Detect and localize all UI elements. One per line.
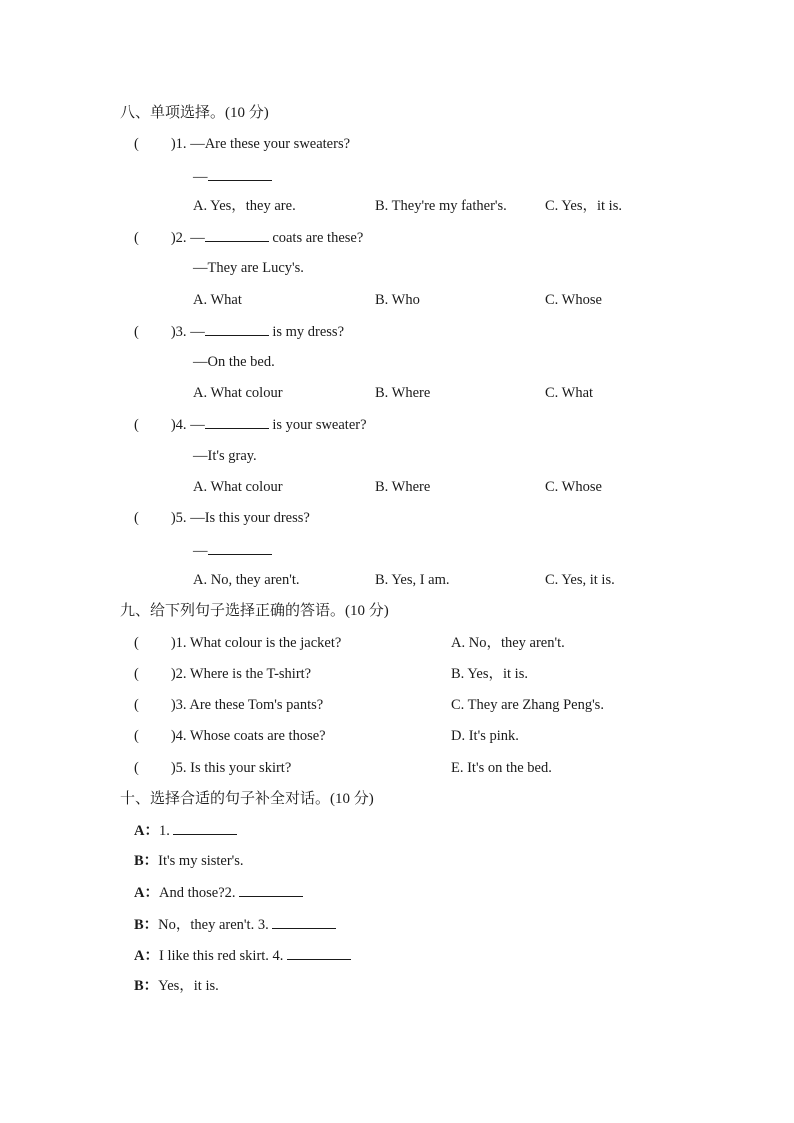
option-a[interactable]: A. What colour: [193, 479, 283, 495]
answer-blank[interactable]: [173, 820, 237, 835]
match-answer: D. It's pink.: [451, 728, 519, 744]
answer-blank[interactable]: [287, 945, 351, 960]
dialogue-line: B：It's my sister's.: [134, 853, 244, 869]
answer-blank[interactable]: [239, 882, 303, 897]
option-b[interactable]: B. Where: [375, 479, 431, 495]
option-a[interactable]: A. What colour: [193, 385, 283, 401]
answer-blank[interactable]: [272, 914, 336, 929]
speaker-label: B：: [134, 917, 159, 933]
answer-blank[interactable]: [205, 414, 269, 429]
answer-blank[interactable]: [205, 321, 269, 336]
speaker-label: B：: [134, 853, 159, 869]
match-answer: C. They are Zhang Peng's.: [451, 697, 604, 713]
option-c[interactable]: C. Yes，it is.: [545, 198, 622, 214]
option-b[interactable]: B. They're my father's.: [375, 198, 507, 214]
option-c[interactable]: C. Whose: [545, 292, 602, 308]
option-b[interactable]: B. Yes, I am.: [375, 572, 450, 588]
dialogue-line: A：And those?2.: [134, 882, 303, 903]
answer-paren[interactable]: ( )4. — is your sweater?: [134, 414, 367, 435]
match-question[interactable]: ( )5. Is this your skirt?: [134, 760, 292, 776]
answer-line: —: [193, 166, 272, 187]
answer-line: —: [193, 540, 272, 561]
section-8-title: 八、单项选择。(10 分): [120, 105, 269, 121]
option-c[interactable]: C. Yes, it is.: [545, 572, 615, 588]
section-9-title: 九、给下列句子选择正确的答语。(10 分): [120, 603, 389, 619]
answer-line: —They are Lucy's.: [193, 260, 304, 276]
match-question[interactable]: ( )3. Are these Tom's pants?: [134, 697, 324, 713]
option-c[interactable]: C. What: [545, 385, 594, 401]
answer-paren[interactable]: ( )5. —Is this your dress?: [134, 510, 310, 526]
section-10-title: 十、选择合适的句子补全对话。(10 分): [120, 791, 374, 807]
option-b[interactable]: B. Who: [375, 292, 420, 308]
match-answer: E. It's on the bed.: [451, 760, 552, 776]
dialogue-line: A：1.: [134, 820, 237, 841]
answer-blank[interactable]: [205, 227, 269, 242]
speaker-label: A：: [134, 948, 159, 964]
answer-paren[interactable]: ( )1. —Are these your sweaters?: [134, 136, 351, 152]
speaker-label: B：: [134, 978, 159, 994]
answer-paren[interactable]: ( )2. — coats are these?: [134, 227, 363, 248]
speaker-label: A：: [134, 823, 159, 839]
answer-line: —It's gray.: [193, 448, 257, 464]
option-a[interactable]: A. Yes，they are.: [193, 198, 296, 214]
option-a[interactable]: A. What: [193, 292, 242, 308]
match-question[interactable]: ( )4. Whose coats are those?: [134, 728, 326, 744]
dialogue-line: A：I like this red skirt. 4.: [134, 945, 351, 966]
option-a[interactable]: A. No, they aren't.: [193, 572, 300, 588]
speaker-label: A：: [134, 885, 159, 901]
option-b[interactable]: B. Where: [375, 385, 431, 401]
answer-paren[interactable]: ( )3. — is my dress?: [134, 321, 344, 342]
option-c[interactable]: C. Whose: [545, 479, 602, 495]
dialogue-line: B：Yes，it is.: [134, 978, 219, 994]
match-question[interactable]: ( )2. Where is the T-shirt?: [134, 666, 312, 682]
dialogue-line: B：No，they aren't. 3.: [134, 914, 336, 935]
answer-blank[interactable]: [208, 540, 272, 555]
answer-blank[interactable]: [208, 166, 272, 181]
match-answer: B. Yes，it is.: [451, 666, 528, 682]
answer-line: —On the bed.: [193, 354, 275, 370]
match-question[interactable]: ( )1. What colour is the jacket?: [134, 635, 342, 651]
match-answer: A. No，they aren't.: [451, 635, 565, 651]
